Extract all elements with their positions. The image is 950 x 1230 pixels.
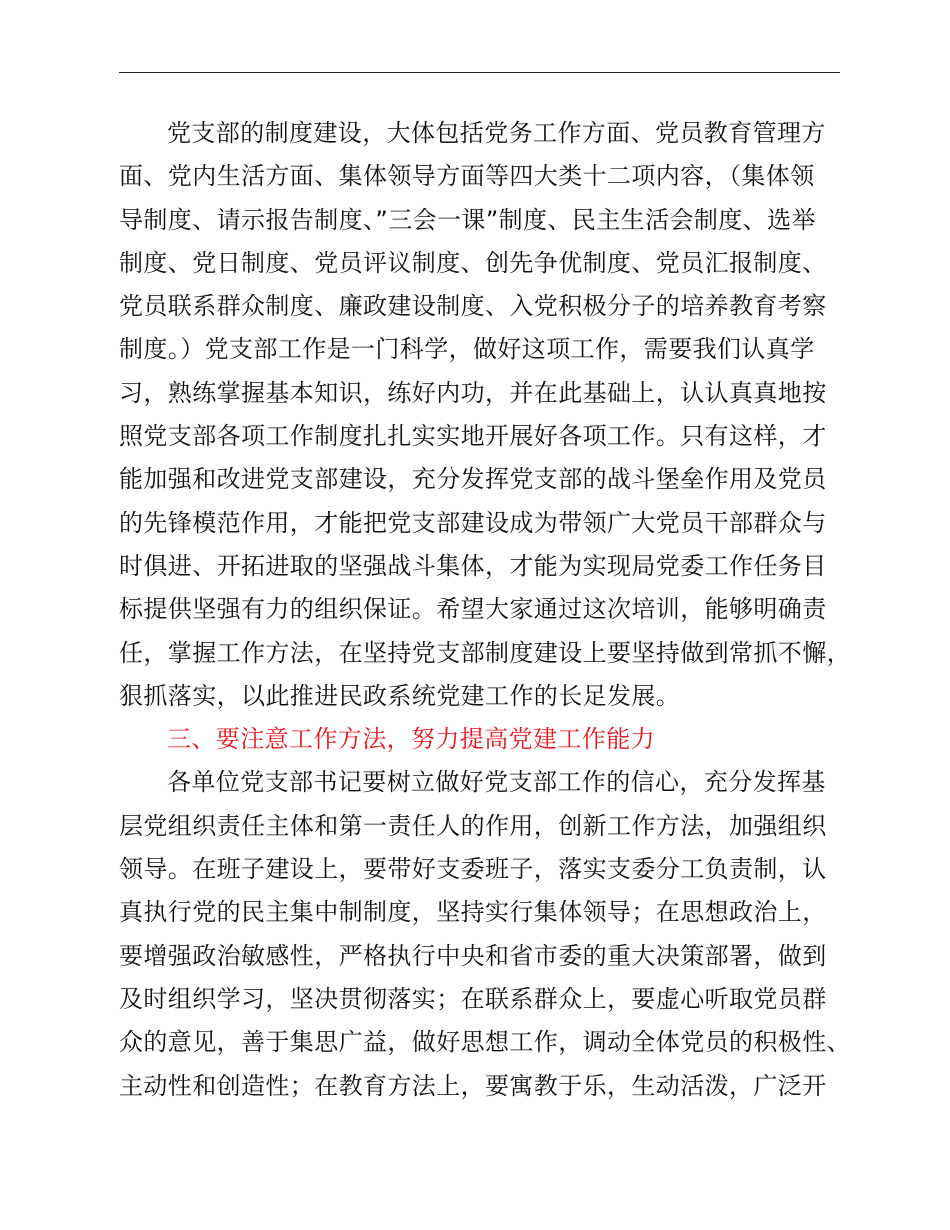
paragraph-line: 的先锋模范作用，才能把党支部建设成为带领广大党员干部群众与 — [119, 508, 827, 537]
section-heading: 三、要注意工作方法，努力提高党建工作能力 — [167, 725, 655, 754]
paragraph-line: 要增强政治敏感性，严格执行中央和省市委的重大决策部署，做到 — [119, 941, 827, 970]
paragraph-line: 面、党内生活方面、集体领导方面等四大类十二项内容，（集体领 — [119, 162, 815, 191]
paragraph-line: 党员联系群众制度、廉政建设制度、入党积极分子的培养教育考察 — [119, 292, 827, 321]
paragraph-line: 及时组织学习，坚决贯彻落实；在联系群众上，要虚心听取党员群 — [119, 984, 827, 1013]
paragraph-line: 各单位党支部书记要树立做好党支部工作的信心，充分发挥基 — [167, 768, 826, 797]
paragraph-line: 时俱进、开拓进取的坚强战斗集体，才能为实现局党委工作任务目 — [119, 551, 827, 580]
paragraph-line: 层党组织责任主体和第一责任人的作用，创新工作方法，加强组织 — [119, 811, 827, 840]
paragraph-line: 能加强和改进党支部建设，充分发挥党支部的战斗堡垒作用及党员 — [119, 465, 827, 494]
paragraph-line: 党支部的制度建设，大体包括党务工作方面、党员教育管理方 — [167, 119, 826, 147]
paragraph-line: 标提供坚强有力的组织保证。希望大家通过这次培训，能够明确责 — [119, 595, 827, 624]
paragraph-line: 领导。在班子建设上，要带好支委班子，落实支委分工负责制，认 — [119, 855, 827, 884]
paragraph-line: 导制度、请示报告制度、”三会一课”制度、民主生活会制度、选举 — [119, 205, 816, 234]
paragraph-line: 习，熟练掌握基本知识，练好内功，并在此基础上，认认真真地按 — [119, 378, 827, 407]
paragraph-line: 狠抓落实，以此推进民政系统党建工作的长足发展。 — [119, 681, 681, 710]
paragraph-line: 任，掌握工作方法，在坚持党支部制度建设上要坚持做到常抓不懈， — [119, 638, 851, 667]
paragraph-line: 制度、党日制度、党员评议制度、创先争优制度、党员汇报制度、 — [119, 248, 827, 277]
paragraph-line: 真执行党的民主集中制制度，坚持实行集体领导；在思想政治上， — [119, 898, 827, 927]
header-rule — [119, 72, 840, 73]
paragraph-line: 众的意见，善于集思广益，做好思想工作，调动全体党员的积极性、 — [119, 1028, 851, 1057]
paragraph-line: 照党支部各项工作制度扎扎实实地开展好各项工作。只有这样，才 — [119, 422, 827, 451]
paragraph-line: 制度。）党支部工作是一门科学，做好这项工作，需要我们认真学 — [119, 335, 815, 364]
document-body — [119, 112, 854, 1108]
paragraph-line: 主动性和创造性；在教育方法上，要寓教于乐，生动活泼，广泛开 — [119, 1071, 827, 1100]
